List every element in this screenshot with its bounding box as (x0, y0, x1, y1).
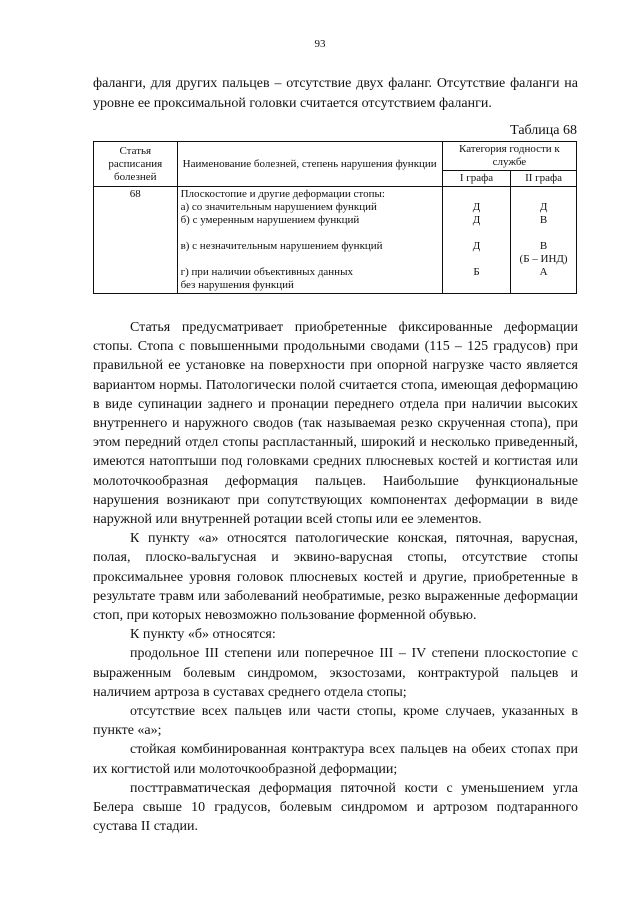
grafa-2-value: (Б – ИНД) (519, 253, 568, 265)
name-line: без нарушения функций (180, 279, 294, 291)
header-grafa-2: II графа (511, 171, 577, 187)
name-line: г) при наличии объективных данных (180, 266, 353, 278)
grafa-1-value: Д (472, 201, 481, 213)
grafa-2-value: Д (539, 201, 548, 213)
header-grafa-1: I графа (442, 171, 510, 187)
header-article: Статья расписания болезней (94, 142, 178, 187)
name-line (181, 227, 439, 240)
paragraph: стойкая комбинированная контрактура всех пальцев на обеих стопах при их когтистой или молоточкообразной деформации; (93, 742, 578, 777)
row-article: 68 (94, 187, 178, 294)
body-text (93, 318, 578, 836)
name-line: Плоскостопие и другие деформации стопы: (180, 188, 385, 200)
header-name: Наименование болезней, степень нарушения функции (177, 142, 442, 187)
paragraph: К пункту «б» относятся: (130, 627, 276, 643)
grafa-2-value (514, 227, 573, 240)
grafa-2-value (514, 188, 573, 201)
table-row (94, 187, 577, 294)
paragraph: Статья предусматривает приобретенные фиксированные деформации стопы. Стопа с повышенными продольными сводами (115 – 125 градусов) при правильной ее установке на поверхности при опорной нагрузке часто является вариантом нормы. Патологически полой считается стопа, имеющая деформацию в виде супинации заднего и пронации переднего отдела при наличии высоких внутреннего и наружного сводов (так называемая резко скрученная стопа), при этом передний отдел стопы распластанный, широкий и несколько приведенный, имеются натоптыши под головками средних плюсневых костей и когтистая или молоточкообразная деформация пальцев. Наибольшие функциональные нарушения возникают при сопутствующих компонентах деформации в виде наружной или внутренней ротации всей стопы или ее элементов. (93, 320, 578, 528)
diseases-table (93, 141, 577, 294)
grafa-2-value (514, 279, 573, 292)
grafa-1-value: Д (472, 214, 481, 226)
paragraph: отсутствие всех пальцев или части стопы, кроме случаев, указанных в пункте «а»; (93, 704, 578, 739)
grafa-1-value (446, 279, 507, 292)
grafa-2-value: В (539, 240, 548, 252)
grafa-1-value (446, 188, 507, 201)
grafa-1-value: Б (473, 266, 480, 278)
row-grafa-2-cell (511, 187, 577, 294)
paragraph: К пункту «а» относятся патологические конская, пяточная, варусная, полая, плоско-вальгусная и эквино-варусная стопы, отсутствие стопы проксимальнее уровня головок плюсневых костей и другие, приобретенные в результате травм или заболеваний необратимые, резко выраженные деформации стоп, при которых невозможно пользование форменной обувью. (93, 531, 578, 624)
name-line: в) с незначительным нарушением функций (180, 240, 383, 252)
paragraph: посттравматическая деформация пяточной кости с уменьшением угла Белера свыше 10 градусов, болевым синдромом и артрозом подтаранного сустава II стадии. (93, 780, 578, 835)
header-category: Категория годности к службе (442, 142, 576, 171)
page-number: 93 (314, 38, 326, 50)
name-line: б) с умеренным нарушением функций (180, 214, 360, 226)
paragraph: продольное III степени или поперечное III – IV степени плоскостопие с выраженным болевым синдромом, экзостозами, контрактурой пальцев и наличием артроза в суставах среднего отдела стопы; (93, 646, 578, 700)
grafa-1-value (446, 253, 507, 266)
grafa-2-value: В (539, 214, 548, 226)
row-name-cell (177, 187, 442, 294)
intro-paragraph: фаланги, для других пальцев – отсутствие двух фаланг. Отсутствие фаланги на уровне ее проксимальной головки считается отсутствием фаланги. (93, 76, 578, 111)
name-line: а) со значительным нарушением функций (180, 201, 377, 213)
grafa-1-value: Д (472, 240, 481, 252)
table-caption: Таблица 68 (510, 123, 577, 138)
grafa-1-value (446, 227, 507, 240)
name-line (181, 253, 439, 266)
grafa-2-value: А (539, 266, 548, 278)
row-grafa-1-cell (442, 187, 510, 294)
